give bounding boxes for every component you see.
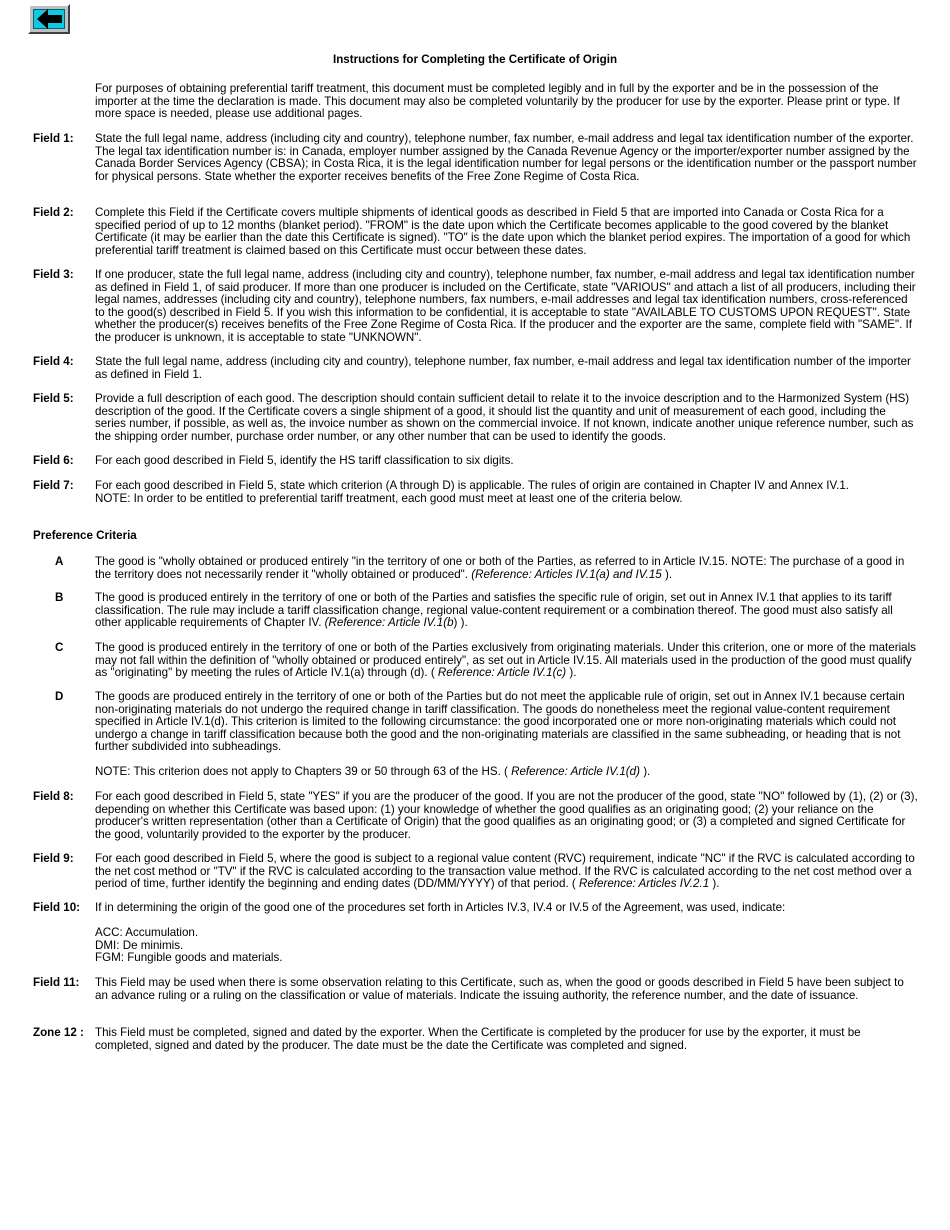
field-4-label: Field 4: bbox=[33, 355, 74, 368]
criterion-c-tail: ). bbox=[566, 666, 577, 680]
field-7-body bbox=[95, 480, 918, 505]
field-7-text: For each good described in Field 5, state which criterion (A through D) is applicable. The rules of origin are contained in Chapter IV and Annex IV.1. bbox=[95, 479, 850, 492]
field-8-text: For each good described in Field 5, state "YES" if you are the producer of the good. If you are not the producer of the good, state "NO" followed by (1), (2) or (3), depending on whether this Certificate was based upon: (1) your knowledge of whether the good qualifies as an originating good; (2) your reliance on the producer's written representation (other than a Certificate of Origin) that the good qualifies as an originating good; or (3) a completed and signed Certificate for the good, voluntarily provided to the exporter by the producer. bbox=[95, 790, 918, 841]
page-title: Instructions for Completing the Certificate of Origin bbox=[332, 53, 618, 66]
criterion-a-body bbox=[95, 556, 918, 581]
criterion-d-text: The goods are produced entirely in the territory of one or both of the Parties but do not meet the applicable rule of origin, set out in Annex IV.1 because certain non-originating materials do not undergo the required change in tariff classification. The goods do nonetheless meet the regional value-content requirement specified in Article IV.1(d). This criterion is limited to the following circumstance: the good incorporated one or more non-originating materials which could not undergo a change in tariff classification because both the good and the non-originating materials are classified in the same subheading, or heading that is not further subdivided into subheadings. bbox=[95, 690, 905, 754]
criterion-d-note-text: NOTE: This criterion does not apply to Chapters 39 or 50 through 63 of the HS. ( bbox=[95, 765, 512, 778]
field-5-label: Field 5: bbox=[33, 392, 74, 405]
zone-12-text: This Field must be completed, signed and dated by the exporter. When the Certificate is completed by the producer for use by the exporter, it must be completed, signed and dated by the producer. The date must be the date the Certificate was completed and signed. bbox=[95, 1026, 861, 1052]
criterion-b-body bbox=[95, 592, 918, 630]
arrow-left-icon bbox=[35, 7, 65, 31]
criterion-c-body bbox=[95, 642, 918, 680]
criterion-b-reference: (Reference: Article IV.1(b bbox=[324, 616, 454, 630]
criterion-a-reference: (Reference: Articles IV.1(a) and IV.15 bbox=[471, 567, 662, 581]
field-3-label: Field 3: bbox=[33, 268, 74, 281]
field-7-label: Field 7: bbox=[33, 479, 74, 492]
field-6-text: For each good described in Field 5, identify the HS tariff classification to six digits. bbox=[95, 454, 514, 467]
back-button[interactable] bbox=[28, 4, 70, 34]
zone-12-label: Zone 12 : bbox=[33, 1026, 84, 1039]
criterion-b-tail: ) ). bbox=[453, 616, 468, 630]
field-9-tail: ). bbox=[709, 877, 720, 891]
field-8-label: Field 8: bbox=[33, 790, 74, 803]
field-11-label: Field 11: bbox=[33, 976, 80, 989]
field-11-text: This Field may be used when there is some observation relating to this Certificate, such as, when the good or goods described in Field 5 have been subject to an advance ruling or a ruling on the classification or value of materials. Indicate the issuing authority, the reference number, and the date of issuance. bbox=[95, 976, 904, 1002]
field-2-text: Complete this Field if the Certificate covers multiple shipments of identical goods as described in Field 5 that are imported into Canada or Costa Rica for a specified period of up to 12 months (blanket period). "FROM" is the date upon which the Certificate becomes applicable to the good covered by the blanket Certificate (it may be earlier than the date this Certificate is signed). "TO" is the date upon which the blanket period expires. The importation of a good for which preferential tariff treatment is claimed based on this Certificate must occur between these dates. bbox=[95, 206, 911, 257]
field-6-label: Field 6: bbox=[33, 454, 74, 467]
field-9-label: Field 9: bbox=[33, 852, 74, 865]
criterion-a-tail: ). bbox=[661, 567, 673, 581]
criterion-c-label: C bbox=[55, 641, 64, 654]
field-10-text: If in determining the origin of the good one of the procedures set forth in Articles IV.3, IV.4 or IV.5 of the Agreement, was used, indicate: bbox=[95, 901, 786, 914]
intro-text: For purposes of obtaining preferential tariff treatment, this document must be completed legibly and in full by the exporter and be in the possession of the importer at the time the declaration is made. This document may also be completed voluntarily by the producer for use by the exporter. Please print or type. If more space is needed, please use additional pages. bbox=[95, 82, 900, 121]
criterion-d-note-body bbox=[95, 766, 918, 779]
criterion-d-note-reference: Reference: Article IV.1(d) bbox=[511, 765, 640, 778]
criterion-a-label: A bbox=[55, 555, 64, 568]
field-10-fgm: FGM: Fungible goods and materials. bbox=[95, 951, 283, 965]
criterion-b-label: B bbox=[55, 591, 64, 604]
criterion-c-reference: Reference: Article IV.1(c) bbox=[437, 666, 567, 680]
field-10-acc: ACC: Accumulation. bbox=[95, 926, 199, 940]
field-1-label: Field 1: bbox=[33, 132, 74, 145]
field-3-text: If one producer, state the full legal name, address (including city and country), telephone number, fax number, e-mail address and legal tax identification number as defined in Field 1, of said producer. If more than one producer is included on the Certificate, state "VARIOUS" and attach a list of all producers, including their legal names, addresses (including city and country), telephone numbers, fax numbers, e-mail addresses and legal tax identification numbers, cross-referenced to the good(s) described in Field 5. If you wish this information to be confidential, it is acceptable to state "AVAILABLE TO CUSTOMS UPON REQUEST". State whether the producer(s) receives benefits of the Free Zone Regime of Costa Rica. If the producer and the exporter are the same, complete field with "SAME". If the producer is unknown, it is acceptable to state "UNKNOWN". bbox=[95, 268, 916, 344]
field-10-label: Field 10: bbox=[33, 901, 81, 914]
field-9-reference: Reference: Articles IV.2.1 bbox=[578, 877, 710, 891]
criterion-a-text: The good is "wholly obtained or produced entirely "in the territory of one or both of the Parties, as referred to in Article IV.15. NOTE: The purchase of a good in the territory does not necessarily render it "wholly obtained or produced". bbox=[95, 555, 905, 581]
field-1-text: State the full legal name, address (including city and country), telephone number, fax number, e-mail address and legal tax identification number of the exporter. The legal tax identification number is: in Canada, employer number assigned by the Canada Revenue Agency or the importer/exporter number assigned by the Canada Border Services Agency (CBSA); in Costa Rica, it is the legal identification number for legal persons or the identification number or the passport number for physical persons. State whether the exporter receives benefits of the Free Zone Regime of Costa Rica. bbox=[95, 132, 917, 183]
field-10-body bbox=[95, 902, 918, 965]
preference-criteria-heading: Preference Criteria bbox=[33, 529, 137, 542]
field-7-note: NOTE: In order to be entitled to preferential tariff treatment, each good must meet at least one of the criteria below. bbox=[95, 491, 683, 505]
criterion-b-text: The good is produced entirely in the territory of one or both of the Parties and satisfies the specific rule of origin, set out in Annex IV.1 that applies to its tariff classification. The rule may include a tariff classification change, regional value-content requirement or a combination thereof. The good must also satisfy all other applicable requirements of Chapter IV. bbox=[95, 591, 893, 630]
field-4-text: State the full legal name, address (including city and country), telephone number, fax number, e-mail address and legal tax identification number of the importer as defined in Field 1. bbox=[95, 355, 911, 381]
criterion-c-text: The good is produced entirely in the territory of one or both of the Parties exclusively from originating materials. Under this criterion, one or more of the materials may not fall within the definition of "wholly obtained or produced entirely", as set out in Article IV.15. All materials used in the production of the good must qualify as "originating" by meeting the rules of Article IV.1(a) through (d). ( bbox=[95, 641, 916, 680]
criterion-d-label: D bbox=[55, 690, 64, 703]
field-5-text: Provide a full description of each good. The description should contain sufficient detail to relate it to the invoice description and to the Harmonized System (HS) description of the good. If the Certificate covers a single shipment of a good, it should list the quantity and unit of measurement of each good, including the series number, if possible, as well as, the invoice number as shown on the commercial invoice. If not known, indicate another unique reference number, such as the shipping order number, purchase order number, or any other number that can be used to identify the goods. bbox=[95, 392, 914, 443]
field-9-body bbox=[95, 853, 918, 891]
field-2-label: Field 2: bbox=[33, 206, 74, 219]
criterion-d-note-tail: ). bbox=[639, 765, 651, 778]
field-9-text: For each good described in Field 5, where the good is subject to a regional value content (RVC) requirement, indicate "NC" if the RVC is calculated according to the net cost method or "TV" if the RVC is calculated according to the transaction value method. If the RVC is calculated according to the net cost method over a period of time, further identify the beginning and ending dates (DD/MM/YYYY) of that period. ( bbox=[95, 852, 915, 891]
field-10-dmi: DMI: De minimis. bbox=[95, 938, 184, 952]
